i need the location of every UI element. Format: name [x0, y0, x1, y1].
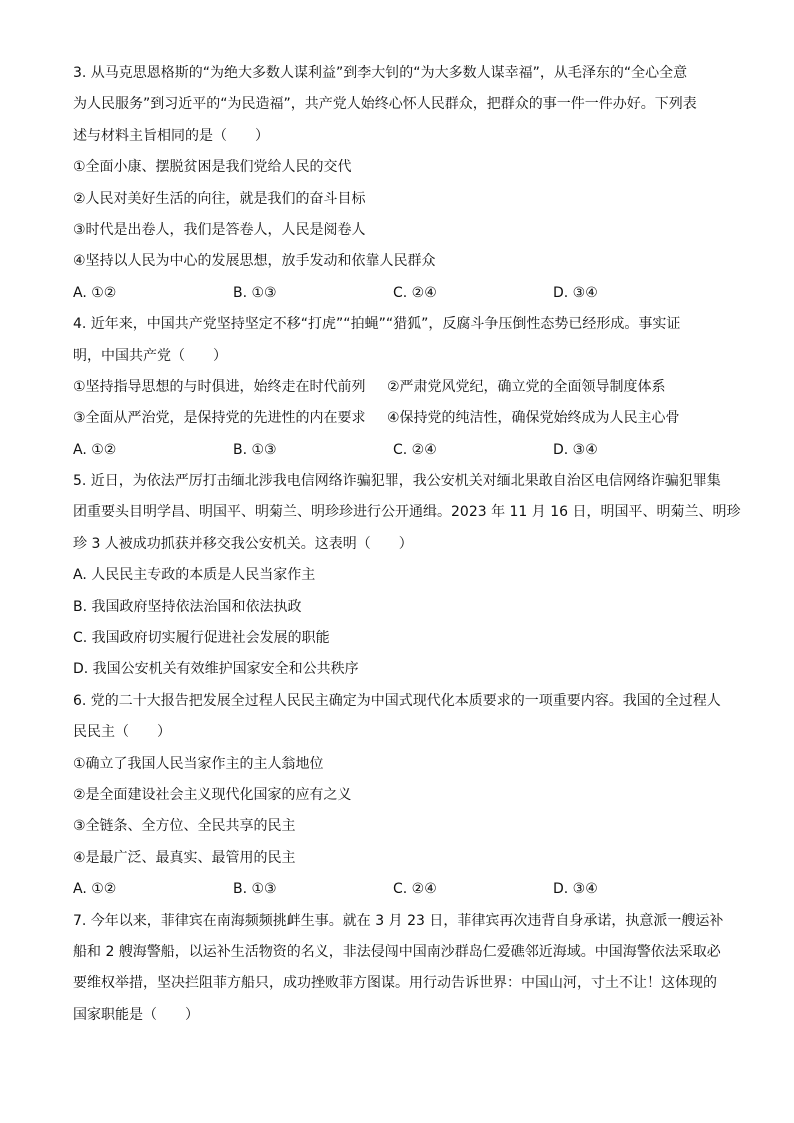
- question-5: [73, 466, 741, 686]
- exam-page: [73, 58, 741, 1031]
- question-stem-line: 5. 近日，为依法严厉打击缅北涉我电信网络诈骗犯罪，我公安机关对缅北果敢自治区电信网络诈骗犯罪集: [73, 473, 721, 490]
- statement: ②严肃党风党纪，确立党的全面领导制度体系: [387, 378, 666, 395]
- answer-options: [73, 874, 723, 905]
- question-stem-line: 3. 从马克思恩格斯的“为绝大多数人谋利益”到李大钊的“为大多数人谋幸福”，从毛泽东的“全心全意: [73, 65, 688, 81]
- question-4: [73, 309, 723, 466]
- question-stem-line: 珍 3 人被成功抓获并移交我公安机关。这表明（ ）: [73, 535, 413, 552]
- question-stem-line: 为人民服务”到习近平的“为民造福”，共产党人始终心怀人民群众，把群众的事一件一件办好。下列表: [73, 96, 697, 113]
- answer-options: [73, 435, 723, 466]
- statement: ②是全面建设社会主义现代化国家的应有之义: [73, 786, 352, 803]
- question-stem-line: 7. 今年以来，菲律宾在南海频频挑衅生事。就在 3 月 23 日，菲律宾再次违背自身承诺，执意派一艘运补: [73, 912, 724, 929]
- option-a: A. ①②: [73, 284, 117, 301]
- statement-row: [73, 372, 723, 403]
- question-3: [73, 58, 723, 309]
- option-a: A. ①②: [73, 881, 117, 898]
- option-b: B. ①③: [233, 881, 277, 898]
- question-stem-line: 国家职能是（ ）: [73, 1006, 199, 1023]
- statement: ①确立了我国人民当家作主的主人翁地位: [73, 755, 324, 772]
- option-c: C. ②④: [393, 441, 437, 458]
- question-stem-line: 民民主（ ）: [73, 724, 171, 741]
- option-d: D. ③④: [553, 881, 598, 898]
- statement: ③全面从严治党，是保持党的先进性的内在要求: [73, 410, 366, 427]
- question-stem-line: 6. 党的二十大报告把发展全过程人民民主确定为中国式现代化本质要求的一项重要内容。我国的全过程人: [73, 692, 721, 709]
- answer-options: [73, 278, 723, 309]
- option-a: A. 人民民主专政的本质是人民当家作主: [73, 567, 316, 584]
- option-c: C. 我国政府切实履行促进社会发展的职能: [73, 630, 330, 647]
- statement: ③时代是出卷人，我们是答卷人，人民是阅卷人: [73, 221, 366, 238]
- statement: ④保持党的纯洁性，确保党始终成为人民主心骨: [387, 410, 680, 427]
- question-7: [73, 906, 723, 1032]
- option-a: A. ①②: [73, 441, 117, 458]
- statement: ③全链条、全方位、全民共享的民主: [73, 818, 296, 835]
- question-stem-line: 明，中国共产党（ ）: [73, 347, 227, 364]
- question-stem-line: 述与材料主旨相同的是（ ）: [73, 127, 269, 144]
- statement: ④坚持以人民为中心的发展思想，放手发动和依靠人民群众: [73, 253, 436, 270]
- question-stem-line: 要维权举措，坚决拦阻菲方船只，成功挫败菲方图谋。用行动告诉世界：中国山河，寸土不让！这体现的: [73, 975, 717, 992]
- statement: ④是最广泛、最真实、最管用的民主: [73, 849, 296, 866]
- option-c: C. ②④: [393, 881, 437, 898]
- option-c: C. ②④: [393, 284, 437, 301]
- statement: ①坚持指导思想的与时俱进，始终走在时代前列: [73, 378, 366, 395]
- statement: ①全面小康、摆脱贫困是我们党给人民的交代: [73, 159, 352, 176]
- question-stem-line: 4. 近年来，中国共产党坚持坚定不移“打虎”“拍蝇”“猎狐”，反腐斗争压倒性态势已经形成。事实证: [73, 316, 681, 333]
- option-b: B. 我国政府坚持依法治国和依法执政: [73, 598, 302, 615]
- question-6: [73, 686, 723, 906]
- option-d: D. ③④: [553, 284, 598, 301]
- statement: ②人民对美好生活的向往，就是我们的奋斗目标: [73, 190, 366, 207]
- option-b: B. ①③: [233, 441, 277, 458]
- statement-row: [73, 403, 723, 434]
- option-d: D. 我国公安机关有效维护国家安全和公共秩序: [73, 661, 359, 678]
- option-b: B. ①③: [233, 284, 277, 301]
- option-d: D. ③④: [553, 441, 598, 458]
- question-stem-line: 团重要头目明学昌、明国平、明菊兰、明珍珍进行公开通缉。2023 年 11 月 16 日，明国平、明菊兰、明珍: [73, 504, 741, 521]
- question-stem-line: 船和 2 艘海警船，以运补生活物资的名义，非法侵闯中国南沙群岛仁爱礁邻近海域。中国海警依法采取必: [73, 943, 721, 960]
